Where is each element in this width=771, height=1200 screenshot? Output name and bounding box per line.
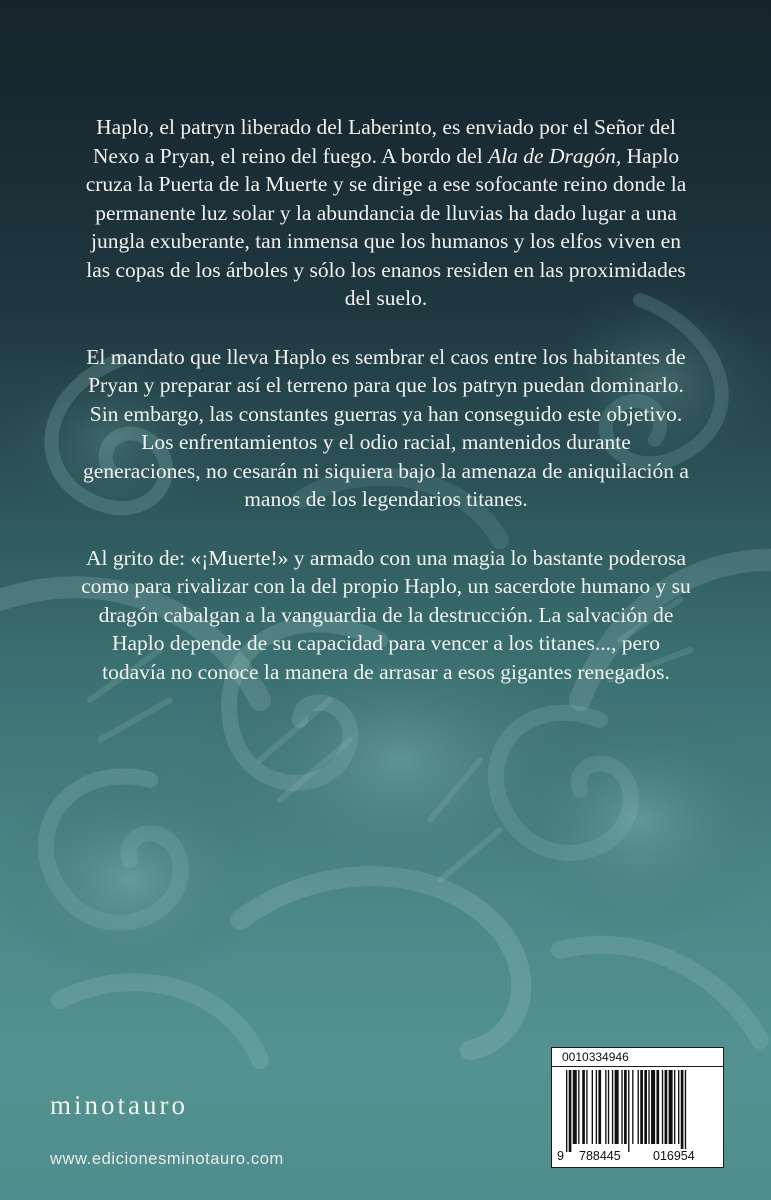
publisher-logo: minotauro — [50, 1090, 188, 1120]
ean-barcode-bars — [556, 1070, 719, 1152]
internal-code: 0010334946 — [552, 1048, 723, 1067]
isbn-digits — [552, 1148, 723, 1166]
publisher-website: www.edicionesminotauro.com — [50, 1150, 284, 1168]
blurb-paragraph-1: Haplo, el patryn liberado del Laberinto, es enviado por el Señor del Nexo a Pryan, el reino del fuego. A bordo del Ala de Dragón, Haplo cruza la Puerta de la Muerte y se dirige a ese sofocante reino donde la permanente luz solar y la abundancia de lluvias ha dado lugar a una jungla exuberante, tan inmensa que los humanos y los elfos viven en las copas de los árboles y sólo los enanos residen en las proximidades del suelo. — [85, 115, 687, 310]
isbn-right-group: 016954 — [653, 1149, 695, 1163]
back-cover-blurb — [80, 113, 692, 716]
blurb-paragraph-2: El mandato que lleva Haplo es sembrar el caos entre los habitantes de Pryan y preparar así el terreno para que los patryn puedan dominarlo. Sin embargo, las constantes guerras ya han conseguido este objetivo. Los enfrentamientos y el odio racial, mantenidos durante generaciones, no cesarán ni siquiera bajo la amenaza de aniquilación a manos de los legendarios titanes. — [83, 344, 689, 511]
isbn-lead-digit: 9 — [557, 1149, 564, 1163]
barcode-label — [551, 1047, 724, 1168]
blurb-paragraph-3: Al grito de: «¡Muerte!» y armado con una magia lo bastante poderosa como para rivalizar con la del propio Haplo, un sacerdote humano y su dragón cabalgan a la vanguardia de la destrucción. La salvación de Haplo depende de su capacidad para vencer a los titanes..., pero todavía no conoce la manera de arrasar a esos gigantes renegados. — [81, 545, 691, 684]
isbn-left-group: 788445 — [579, 1149, 621, 1163]
ship-name: Ala de Dragón, — [488, 143, 622, 168]
